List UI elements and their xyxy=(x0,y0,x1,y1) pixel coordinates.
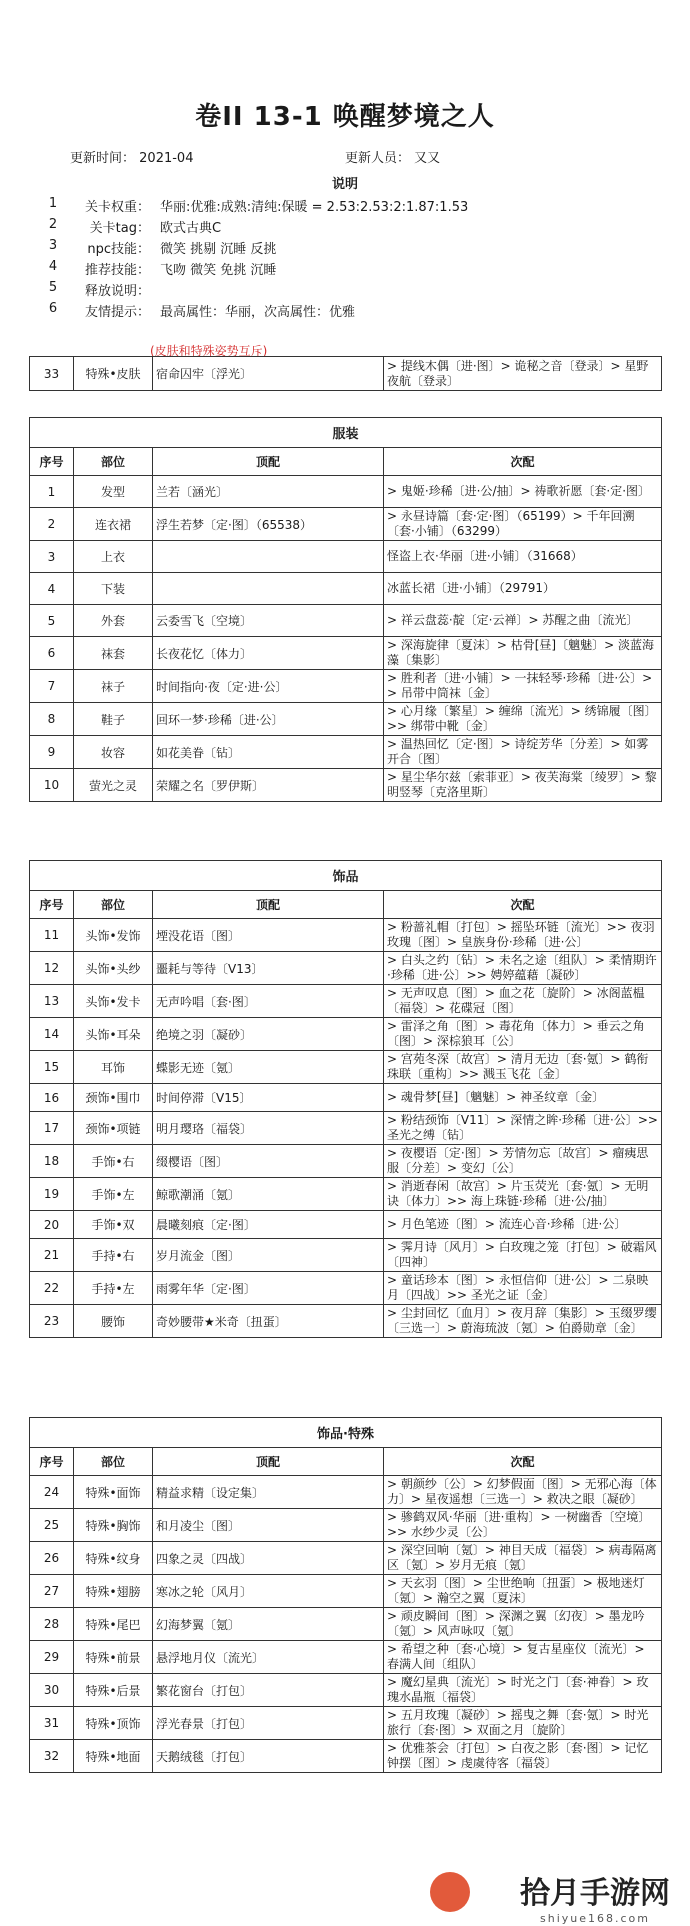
cell-top: 回环一梦·珍稀〔进·公〕 xyxy=(153,703,384,736)
cell-top xyxy=(153,541,384,573)
cell-part: 手饰•左 xyxy=(74,1178,153,1211)
column-header-part: 部位 xyxy=(74,1448,153,1476)
cell-sub: > 白头之约〔钻〕> 未名之途〔组队〕> 柔情期许·珍稀〔进·公〕>> 娉婷蕴藉〔凝砂〕 xyxy=(384,952,662,985)
cell-sub: > 宫苑冬深〔故宫〕> 清月无边〔套·氪〕> 鹤衔珠联〔重构〕>> 溅玉飞花〔金〕 xyxy=(384,1051,662,1084)
header-row xyxy=(30,1448,662,1476)
table-row xyxy=(30,736,662,769)
cell-top: 悬浮地月仪〔流光〕 xyxy=(153,1641,384,1674)
page-title: 卷II 13-1 唤醒梦境之人 xyxy=(195,102,495,132)
cell-top: 无声吟唱〔套·图〕 xyxy=(153,985,384,1018)
cell-no: 20 xyxy=(30,1211,74,1239)
table-row xyxy=(30,952,662,985)
cell-top: 缀樱语〔图〕 xyxy=(153,1145,384,1178)
info-v: 华丽:优雅:成熟:清纯:保暖 = 2.53:2.53:2:1.87:1.53 xyxy=(160,200,469,215)
cell-part: 特殊•纹身 xyxy=(74,1542,153,1575)
cell-part: 颈饰•围巾 xyxy=(74,1084,153,1112)
cell-no: 7 xyxy=(30,670,74,703)
cell-part: 头饰•头纱 xyxy=(74,952,153,985)
info-k: 推荐技能： xyxy=(84,263,150,278)
mutex-note: (皮肤和特殊姿势互斥) xyxy=(150,344,268,358)
info-n: 5 xyxy=(48,280,58,295)
cell-sub: > 朝颜纱〔公〕> 幻梦假面〔图〕> 无邪心海〔体力〕> 星夜遥想〔三选一〕> 救决之眼〔凝砂〕 xyxy=(384,1476,662,1509)
cell-sub: > 霁月诗〔风月〕> 白玫瑰之笼〔打包〕> 破霜风〔四神〕 xyxy=(384,1239,662,1272)
table-row xyxy=(30,357,662,391)
cell-sub: > 无声叹息〔图〕> 血之花〔旋阶〕> 冰阁蓝榅〔福袋〕> 花碟冠〔图〕 xyxy=(384,985,662,1018)
cell-no: 32 xyxy=(30,1740,74,1773)
section-title: 服装 xyxy=(30,418,662,448)
cell-part: 特殊•尾巴 xyxy=(74,1608,153,1641)
row-no: 33 xyxy=(30,357,74,391)
cell-sub: > 心月缘〔繁星〕> 缠绵〔流光〕> 绣锦履〔图〕>> 绑带中靴〔金〕 xyxy=(384,703,662,736)
cell-part: 头饰•耳朵 xyxy=(74,1018,153,1051)
cell-sub: > 魂骨梦[昼]〔魑魅〕> 神圣纹章〔金〕 xyxy=(384,1084,662,1112)
column-header-no: 序号 xyxy=(30,891,74,919)
section-title-row xyxy=(30,861,662,891)
column-header-part: 部位 xyxy=(74,891,153,919)
cell-top: 时间停滞〔V15〕 xyxy=(153,1084,384,1112)
cell-sub: > 希望之种〔套·心境〕> 复古星座仪〔流光〕> 春满人间〔组队〕 xyxy=(384,1641,662,1674)
header-row xyxy=(30,448,662,476)
cell-top: 时间指向·夜〔定·进·公〕 xyxy=(153,670,384,703)
cell-sub: 怪盗上衣·华丽〔进·小铺〕（31668） xyxy=(384,541,662,573)
cell-part: 特殊•面饰 xyxy=(74,1476,153,1509)
table-row xyxy=(30,1051,662,1084)
cell-sub: > 温热回忆〔定·图〕> 诗绽芳华〔分差〕> 如雾开合〔图〕 xyxy=(384,736,662,769)
info-k: 关卡权重： xyxy=(84,200,150,215)
column-header-no: 序号 xyxy=(30,1448,74,1476)
cell-top: 四象之灵〔四战〕 xyxy=(153,1542,384,1575)
section-title: 饰品 xyxy=(30,861,662,891)
cell-top: 兰若〔涵光〕 xyxy=(153,476,384,508)
cell-sub: > 月色笔迹〔图〕> 流连心音·珍稀〔进·公〕 xyxy=(384,1211,662,1239)
section-title-row xyxy=(30,1418,662,1448)
cell-no: 29 xyxy=(30,1641,74,1674)
table-row xyxy=(30,1272,662,1305)
cell-sub: > 五月玫瑰〔凝砂〕> 摇曳之舞〔套·氪〕> 时光旅行〔套·图〕> 双面之月〔旋阶〕 xyxy=(384,1707,662,1740)
watermark-logo-icon xyxy=(430,1872,470,1912)
cell-top: 长夜花忆〔体力〕 xyxy=(153,637,384,670)
cell-part: 萤光之灵 xyxy=(74,769,153,802)
table-row xyxy=(30,1145,662,1178)
cell-part: 手持•右 xyxy=(74,1239,153,1272)
cell-part: 头饰•发饰 xyxy=(74,919,153,952)
column-header-sub: 次配 xyxy=(384,448,662,476)
cell-no: 13 xyxy=(30,985,74,1018)
info-n: 6 xyxy=(48,301,58,316)
cell-part: 鞋子 xyxy=(74,703,153,736)
cell-no: 26 xyxy=(30,1542,74,1575)
cell-part: 外套 xyxy=(74,605,153,637)
info-k: npc技能： xyxy=(87,242,150,257)
cell-sub: > 深海旋律〔夏沫〕> 枯骨[昼]〔魑魅〕> 淡蓝海藻〔集影〕 xyxy=(384,637,662,670)
cell-part: 腰饰 xyxy=(74,1305,153,1338)
column-header-top: 顶配 xyxy=(153,891,384,919)
cell-sub: > 骖鹤双风·华丽〔进·重构〕> 一树幽香〔空境〕>> 水纱少灵〔公〕 xyxy=(384,1509,662,1542)
table-row xyxy=(30,670,662,703)
cell-no: 10 xyxy=(30,769,74,802)
row-part: 特殊•皮肤 xyxy=(74,357,153,391)
table-row xyxy=(30,1509,662,1542)
cell-no: 12 xyxy=(30,952,74,985)
cell-part: 手饰•双 xyxy=(74,1211,153,1239)
cell-part: 袜子 xyxy=(74,670,153,703)
update-time: 更新时间： 2021-04 xyxy=(70,151,194,166)
table-row xyxy=(30,1641,662,1674)
table-row xyxy=(30,1608,662,1641)
cell-no: 19 xyxy=(30,1178,74,1211)
accessory-table xyxy=(29,860,662,1338)
cell-top: 鲸歌潮涌〔氪〕 xyxy=(153,1178,384,1211)
cell-top: 噩耗与等待〔V13〕 xyxy=(153,952,384,985)
cell-top: 和月凌尘〔图〕 xyxy=(153,1509,384,1542)
cell-part: 特殊•前景 xyxy=(74,1641,153,1674)
cell-no: 23 xyxy=(30,1305,74,1338)
explain-title: 说明 xyxy=(331,177,358,192)
table-row xyxy=(30,1674,662,1707)
table-row xyxy=(30,1476,662,1509)
info-v: 最高属性：华丽，次高属性：优雅 xyxy=(160,305,356,320)
cell-no: 11 xyxy=(30,919,74,952)
cell-sub: > 星尘华尔兹〔索菲亚〕> 夜芙海棠〔绫罗〕> 黎明竖琴〔克洛里斯〕 xyxy=(384,769,662,802)
column-header-top: 顶配 xyxy=(153,448,384,476)
cell-top: 奇妙腰带★米奇〔扭蛋〕 xyxy=(153,1305,384,1338)
clothing-table xyxy=(29,417,662,802)
skin-table xyxy=(29,356,662,391)
cell-top: 明月璎珞〔福袋〕 xyxy=(153,1112,384,1145)
cell-part: 连衣裙 xyxy=(74,508,153,541)
table-row xyxy=(30,1211,662,1239)
cell-no: 24 xyxy=(30,1476,74,1509)
table-row xyxy=(30,1305,662,1338)
column-header-top: 顶配 xyxy=(153,1448,384,1476)
cell-top: 云委雪飞〔空境〕 xyxy=(153,605,384,637)
table-row xyxy=(30,1740,662,1773)
row-top: 宿命囚牢〔浮光〕 xyxy=(153,357,384,391)
cell-sub: > 胜利者〔进·小铺〕> 一抹轻琴·珍稀〔进·公〕>> 吊带中筒袜〔金〕 xyxy=(384,670,662,703)
cell-sub: > 深空回响〔氪〕> 神目天成〔福袋〕> 病毒隔离区〔氪〕> 岁月无痕〔氪〕 xyxy=(384,1542,662,1575)
info-v: 欧式古典C xyxy=(160,221,222,236)
cell-sub: > 永昼诗篇〔套·定·图〕（65199）> 千年回溯〔套·小铺〕（63299） xyxy=(384,508,662,541)
cell-sub: > 祥云盘蕊·靛〔定·云禅〕> 苏醒之曲〔流光〕 xyxy=(384,605,662,637)
cell-top: 晨曦刻痕〔定·图〕 xyxy=(153,1211,384,1239)
header-row xyxy=(30,891,662,919)
cell-sub: > 顽皮瞬间〔图〕> 深渊之翼〔幻夜〕> 墨龙吟〔氪〕> 风声咏叹〔氪〕 xyxy=(384,1608,662,1641)
info-k: 友情提示： xyxy=(84,305,150,320)
info-n: 3 xyxy=(48,238,58,253)
cell-top: 繁花窗台〔打包〕 xyxy=(153,1674,384,1707)
table-row xyxy=(30,1112,662,1145)
cell-no: 1 xyxy=(30,476,74,508)
cell-part: 下装 xyxy=(74,573,153,605)
table-row xyxy=(30,1018,662,1051)
cell-top: 绝境之羽〔凝砂〕 xyxy=(153,1018,384,1051)
info-v: 飞吻 微笑 免挑 沉睡 xyxy=(160,263,277,278)
column-header-sub: 次配 xyxy=(384,1448,662,1476)
cell-no: 15 xyxy=(30,1051,74,1084)
table-row xyxy=(30,1239,662,1272)
cell-no: 21 xyxy=(30,1239,74,1272)
cell-top: 浮光春景〔打包〕 xyxy=(153,1707,384,1740)
table-row xyxy=(30,476,662,508)
cell-no: 2 xyxy=(30,508,74,541)
cell-sub: > 粉蔷礼帽〔打包〕> 摇坠环链〔流光〕>> 夜羽玫瑰〔图〕> 皇族身份·珍稀〔进·公〕 xyxy=(384,919,662,952)
cell-no: 6 xyxy=(30,637,74,670)
cell-sub: > 魔幻星典〔流光〕> 时光之门〔套·神眷〕> 玫瑰水晶瓶〔福袋〕 xyxy=(384,1674,662,1707)
cell-no: 14 xyxy=(30,1018,74,1051)
table-row xyxy=(30,637,662,670)
info-k: 关卡tag： xyxy=(89,221,150,236)
cell-part: 头饰•发卡 xyxy=(74,985,153,1018)
cell-no: 17 xyxy=(30,1112,74,1145)
cell-sub: > 消逝春闲〔故宫〕> 片玉荧光〔套·氪〕> 无明诀〔体力〕>> 海上珠链·珍稀〔进·公/抽〕 xyxy=(384,1178,662,1211)
table-row xyxy=(30,1084,662,1112)
cell-part: 特殊•翅膀 xyxy=(74,1575,153,1608)
cell-part: 袜套 xyxy=(74,637,153,670)
cell-part: 手饰•右 xyxy=(74,1145,153,1178)
table-row xyxy=(30,605,662,637)
cell-sub: > 鬼姬·珍稀〔进·公/抽〕> 祷歌祈愿〔套·定·图〕 xyxy=(384,476,662,508)
cell-no: 28 xyxy=(30,1608,74,1641)
info-k: 释放说明： xyxy=(84,284,150,299)
info-n: 1 xyxy=(48,196,58,211)
cell-sub: > 夜樱语〔定·图〕> 芳情勿忘〔故宫〕> 瘤痍思服〔分差〕> 变幻〔公〕 xyxy=(384,1145,662,1178)
cell-part: 耳饰 xyxy=(74,1051,153,1084)
cell-part: 妆容 xyxy=(74,736,153,769)
cell-part: 特殊•顶饰 xyxy=(74,1707,153,1740)
table-row xyxy=(30,1575,662,1608)
cell-top: 堙没花语〔图〕 xyxy=(153,919,384,952)
cell-no: 18 xyxy=(30,1145,74,1178)
cell-part: 特殊•后景 xyxy=(74,1674,153,1707)
cell-top: 雨雾年华〔定·图〕 xyxy=(153,1272,384,1305)
cell-part: 手持•左 xyxy=(74,1272,153,1305)
section-title: 饰品·特殊 xyxy=(30,1418,662,1448)
info-n: 4 xyxy=(48,259,58,274)
cell-sub: > 天玄羽〔图〕> 尘世绝响〔扭蛋〕> 极地迷灯〔氪〕> 瀚空之翼〔夏沫〕 xyxy=(384,1575,662,1608)
cell-sub: > 粉结颈饰〔V11〕> 深情之眸·珍稀〔进·公〕>> 圣光之缚〔钻〕 xyxy=(384,1112,662,1145)
cell-part: 发型 xyxy=(74,476,153,508)
cell-sub: > 雷泽之角〔图〕> 毒花角〔体力〕> 垂云之角〔图〕> 深棕狼耳〔公〕 xyxy=(384,1018,662,1051)
info-v: 微笑 挑剔 沉睡 反挑 xyxy=(160,242,277,257)
cell-sub: > 优雅茶会〔打包〕> 白夜之影〔套·图〕> 记忆钟摆〔图〕> 虔虞待客〔福袋〕 xyxy=(384,1740,662,1773)
cell-sub: > 尘封回忆〔血月〕> 夜月辞〔集影〕> 玉缀罗缨〔三选一〕> 蔚海琉波〔氪〕> 伯爵勋章〔金〕 xyxy=(384,1305,662,1338)
table-row xyxy=(30,573,662,605)
cell-top xyxy=(153,573,384,605)
cell-sub: > 童话珍本〔图〕> 永恒信仰〔进·公〕> 二泉映月〔四战〕>> 圣光之证〔金〕 xyxy=(384,1272,662,1305)
cell-no: 22 xyxy=(30,1272,74,1305)
cell-no: 25 xyxy=(30,1509,74,1542)
cell-sub: 冰蓝长裙〔进·小铺〕（29791） xyxy=(384,573,662,605)
cell-part: 特殊•地面 xyxy=(74,1740,153,1773)
cell-top: 蝶影无迹〔氪〕 xyxy=(153,1051,384,1084)
cell-no: 3 xyxy=(30,541,74,573)
cell-no: 4 xyxy=(30,573,74,605)
cell-top: 幻海梦翼〔氪〕 xyxy=(153,1608,384,1641)
column-header-part: 部位 xyxy=(74,448,153,476)
cell-top: 浮生若梦〔定·图〕（65538） xyxy=(153,508,384,541)
cell-no: 5 xyxy=(30,605,74,637)
cell-no: 30 xyxy=(30,1674,74,1707)
table-row xyxy=(30,919,662,952)
cell-top: 精益求精〔设定集〕 xyxy=(153,1476,384,1509)
column-header-sub: 次配 xyxy=(384,891,662,919)
table-row xyxy=(30,541,662,573)
table-row xyxy=(30,769,662,802)
cell-top: 如花美眷〔钻〕 xyxy=(153,736,384,769)
table-row xyxy=(30,1542,662,1575)
table-row xyxy=(30,1178,662,1211)
info-n: 2 xyxy=(48,217,58,232)
special-accessory-table xyxy=(29,1417,662,1773)
cell-no: 8 xyxy=(30,703,74,736)
section-title-row xyxy=(30,418,662,448)
watermark: 拾月手游网 shiyue168.com xyxy=(520,1876,670,1925)
cell-no: 16 xyxy=(30,1084,74,1112)
table-row xyxy=(30,1707,662,1740)
cell-top: 岁月流金〔图〕 xyxy=(153,1239,384,1272)
cell-no: 27 xyxy=(30,1575,74,1608)
cell-part: 上衣 xyxy=(74,541,153,573)
cell-top: 天鹅绒毯〔打包〕 xyxy=(153,1740,384,1773)
cell-top: 寒冰之轮〔风月〕 xyxy=(153,1575,384,1608)
cell-no: 31 xyxy=(30,1707,74,1740)
table-row xyxy=(30,703,662,736)
cell-part: 特殊•胸饰 xyxy=(74,1509,153,1542)
row-sub: > 提线木偶〔进·图〕> 诡秘之音〔登录〕> 星野夜航〔登录〕 xyxy=(384,357,662,391)
cell-no: 9 xyxy=(30,736,74,769)
cell-part: 颈饰•项链 xyxy=(74,1112,153,1145)
column-header-no: 序号 xyxy=(30,448,74,476)
table-row xyxy=(30,508,662,541)
table-row xyxy=(30,985,662,1018)
updater: 更新人员： 又又 xyxy=(345,151,441,166)
cell-top: 荣耀之名〔罗伊斯〕 xyxy=(153,769,384,802)
